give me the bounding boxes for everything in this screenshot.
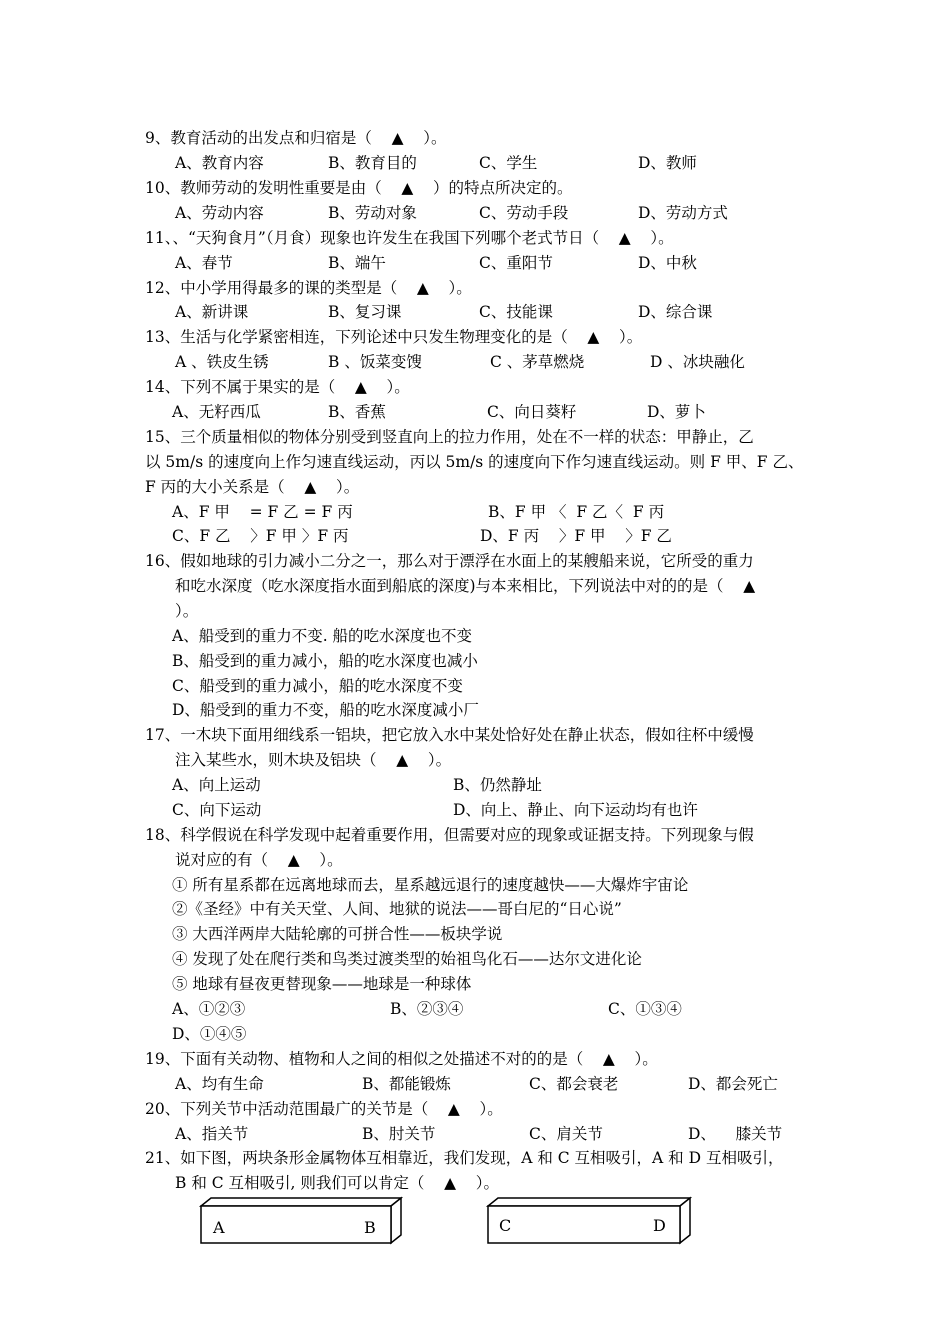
- q19-option: C、都会衰老: [529, 1075, 619, 1093]
- q18-option: A、①②③: [172, 1000, 246, 1018]
- q20-stem-line: 20、下列关节中活动范围最广的关节是（ ▲ ）。: [145, 1100, 503, 1118]
- q18-option: B、②③④: [390, 1000, 464, 1018]
- q9-option: B、教育目的: [328, 154, 417, 172]
- q16-option: D、船受到的重力不变，船的吃水深度减小厂: [172, 701, 479, 719]
- q18-stem-line: 18、科学假说在科学发现中起着重要作用，但需要对应的现象或证据支持。下列现象与假: [145, 826, 754, 844]
- q15-stem-line: F 丙的大小关系是（ ▲ ）。: [145, 478, 360, 496]
- q12-stem-line: 12、中小学用得最多的课的类型是（ ▲ ）。: [145, 279, 472, 297]
- q15-option: D、F 丙 〉F 甲 〉F 乙: [480, 527, 672, 545]
- q11-option: B、端午: [328, 254, 386, 272]
- q16-option: A、船受到的重力不变. 船的吃水深度也不变: [172, 627, 473, 645]
- bar-cd-left-label: C: [499, 1216, 512, 1235]
- q19-option: A、均有生命: [175, 1075, 264, 1093]
- q11-option: D、中秋: [638, 254, 697, 272]
- q9-stem-line: 9、教育活动的出发点和归宿是（ ▲ ）。: [145, 129, 447, 147]
- q13-option: A 、铁皮生锈: [175, 353, 269, 371]
- q10-stem-line: 10、教师劳动的发明性重要是由（ ▲ ）的特点所决定的。: [145, 179, 573, 197]
- q19-option: D、都会死亡: [688, 1075, 778, 1093]
- q12-option: C、技能课: [479, 303, 553, 321]
- bar-cd-right-label: D: [653, 1216, 666, 1235]
- q12-option: D、综合课: [638, 303, 713, 321]
- bar-ab: [201, 1198, 401, 1243]
- q20-option: A、指关节: [175, 1125, 249, 1143]
- q15-stem-line: 以 5m/s 的速度向上作匀速直线运动，丙以 5m/s 的速度向下作匀速直线运动。则 F 甲、F 乙、: [145, 453, 804, 471]
- q18-option: ③ 大西洋两岸大陆轮廓的可拼合性——板块学说: [172, 925, 503, 943]
- q20-option: B、肘关节: [362, 1125, 436, 1143]
- q14-option: D、萝卜: [647, 403, 706, 421]
- q20-option: C、肩关节: [529, 1125, 603, 1143]
- bar-ab-right-label: B: [364, 1218, 376, 1237]
- q13-option: D 、冰块融化: [650, 353, 745, 371]
- q13-option: B 、饭菜变馊: [328, 353, 422, 371]
- q18-stem-line: 说对应的有（ ▲ ）。: [175, 851, 343, 869]
- q18-option: C、①③④: [608, 1000, 682, 1018]
- q14-option: C、向日葵籽: [487, 403, 577, 421]
- q9-option: D、教师: [638, 154, 697, 172]
- q10-option: B、劳动对象: [328, 204, 417, 222]
- q18-option: ① 所有星系都在远离地球而去，星系越远退行的速度越快——大爆炸宇宙论: [172, 876, 689, 894]
- q16-stem-line: ）。: [175, 602, 199, 620]
- q18-option: ⑤ 地球有昼夜更替现象——地球是一种球体: [172, 975, 472, 993]
- bar-cd: [488, 1198, 690, 1243]
- q18-option: D、①④⑤: [172, 1025, 247, 1043]
- q10-option: C、劳动手段: [479, 204, 569, 222]
- q17-option: B、仍然静址: [453, 776, 542, 794]
- q13-option: C 、茅草燃烧: [490, 353, 585, 371]
- q12-option: B、复习课: [328, 303, 402, 321]
- q17-option: A、向上运动: [172, 776, 261, 794]
- q13-stem-line: 13、生活与化学紧密相连，下列论述中只发生物理变化的是（ ▲ ）。: [145, 328, 643, 346]
- magnet-figure: [0, 1195, 950, 1255]
- q11-option: A、春节: [175, 254, 233, 272]
- bar-ab-left-label: A: [213, 1218, 225, 1237]
- q17-stem-line: 注入某些水，则木块及铝块（ ▲ ）。: [175, 751, 452, 769]
- q9-option: C、学生: [479, 154, 538, 172]
- q16-option: C、船受到的重力减小，船的吃水深度不变: [172, 677, 463, 695]
- q14-option: B、香蕉: [328, 403, 386, 421]
- q11-option: C、重阳节: [479, 254, 553, 272]
- q15-option: C、F 乙 〉F 甲 〉F 丙: [172, 527, 349, 545]
- q18-option: ②《圣经》中有关天堂、人间、地狱的说法——哥白尼的“日心说”: [172, 900, 622, 918]
- q15-option: B、F 甲 〈 F 乙〈 F 丙: [488, 503, 665, 521]
- q10-option: D、劳动方式: [638, 204, 728, 222]
- q17-option: C、向下运动: [172, 801, 262, 819]
- q19-stem-line: 19、下面有关动物、植物和人之间的相似之处描述不对的的是（ ▲ ）。: [145, 1050, 658, 1068]
- q17-option: D、向上、静止、向下运动均有也许: [453, 801, 698, 819]
- q9-option: A、教育内容: [175, 154, 264, 172]
- q14-option: A、无籽西瓜: [172, 403, 261, 421]
- q15-option: A、F 甲 = F 乙 = F 丙: [172, 503, 353, 521]
- q12-option: A、新讲课: [175, 303, 249, 321]
- q15-stem-line: 15、三个质量相似的物体分别受到竖直向上的拉力作用，处在不一样的状态：甲静止，乙: [145, 428, 754, 446]
- q18-option: ④ 发现了处在爬行类和鸟类过渡类型的始祖鸟化石——达尔文进化论: [172, 950, 642, 968]
- q16-stem-line: 16、假如地球的引力减小二分之一，那么对于漂浮在水面上的某艘船来说，它所受的重力: [145, 552, 754, 570]
- q21-stem-line: B 和 C 互相吸引, 则我们可以肯定（ ▲ ）。: [175, 1174, 499, 1192]
- q20-option: D、 膝关节: [688, 1125, 783, 1143]
- q16-option: B、船受到的重力减小，船的吃水深度也减小: [172, 652, 478, 670]
- q19-option: B、都能锻炼: [362, 1075, 451, 1093]
- q17-stem-line: 17、一木块下面用细线系一铝块，把它放入水中某处恰好处在静止状态，假如往杯中缓慢: [145, 726, 754, 744]
- q16-stem-line: 和吃水深度（吃水深度指水面到船底的深度)与本来相比，下列说法中对的的是（ ▲: [175, 577, 756, 595]
- q21-stem-line: 21、如下图，两块条形金属物体互相靠近，我们发现，A 和 C 互相吸引，A 和 D 互相吸引，: [145, 1149, 784, 1167]
- q11-stem-line: 11、、“天狗食月”（月食）现象也许发生在我国下列哪个老式节日（ ▲ ）。: [145, 229, 674, 247]
- q14-stem-line: 14、下列不属于果实的是（ ▲ ）。: [145, 378, 410, 396]
- q10-option: A、劳动内容: [175, 204, 264, 222]
